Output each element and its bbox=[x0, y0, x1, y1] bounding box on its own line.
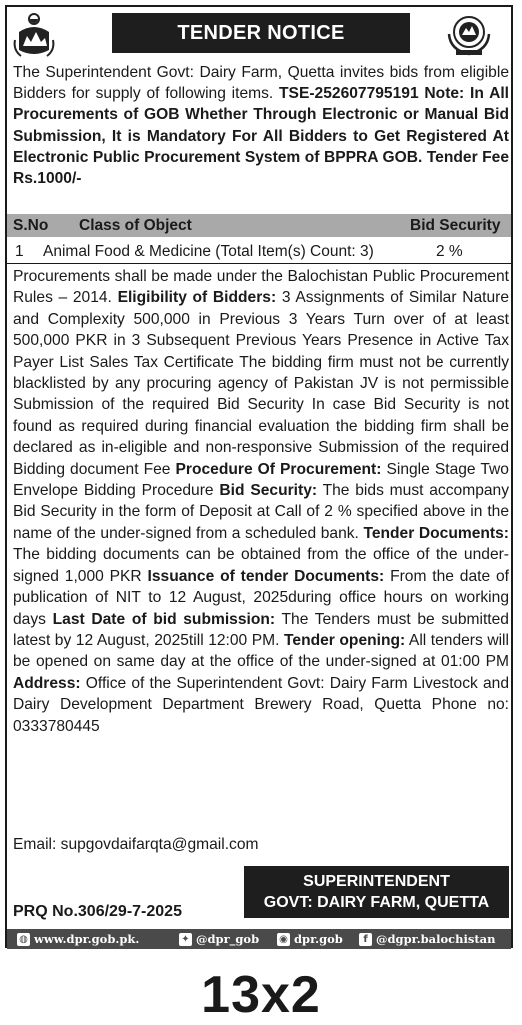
issuance-heading: Issuance of tender Documents: bbox=[147, 567, 385, 585]
eligibility-heading: Eligibility of Bidders: bbox=[117, 289, 277, 307]
signature-office: GOVT: DAIRY FARM, QUETTA bbox=[263, 894, 490, 911]
procedure-text: Single Stage Two Envelope Bidding Procedure bbox=[13, 460, 509, 500]
cell-bid-security: 2 % bbox=[436, 243, 463, 260]
notice-body bbox=[13, 266, 509, 737]
procurement-rules-text: Procurements shall be made under the Balochistan Public Procurement Rules – 2014. bbox=[13, 268, 509, 307]
facebook-icon: f bbox=[359, 933, 372, 946]
col-header-bid-security: Bid Security bbox=[410, 217, 501, 234]
footer-facebook-text: @dgpr.balochistan bbox=[376, 932, 496, 946]
footer-twitter-text: @dpr_gob bbox=[196, 932, 260, 946]
footer-web-text: www.dpr.gob.pk. bbox=[34, 932, 140, 946]
twitter-icon: ✦ bbox=[179, 933, 192, 946]
address-text: Office of the Superintendent Govt: Dairy Farm Livestock and Dairy Development Department Brewery Road, Quetta Phone no: 0333780445 bbox=[13, 674, 509, 735]
bppra-seal-logo bbox=[444, 10, 494, 60]
intro-text: The Superintendent Govt: Dairy Farm, Quetta invites bids from eligible Bidders for supply of following items. bbox=[13, 64, 509, 103]
globe-icon: ◍ bbox=[17, 933, 30, 946]
tender-documents-text: The bidding documents can be obtained from the office of the under-signed 1,000 PKR bbox=[13, 546, 509, 585]
table-row bbox=[7, 240, 511, 264]
tender-opening-heading: Tender opening: bbox=[284, 631, 406, 649]
cell-sno: 1 bbox=[15, 243, 24, 260]
registration-note: Note: In All Procurements of GOB Whether Through Electronic or Manual Bid Submission, It is Mandatory For All Bidders to Get Registered At Electronic Public Procurement System of BPPRA GOB. Tender Fee Rs.1000/- bbox=[13, 85, 509, 188]
prq-number: PRQ No.306/29-7-2025 bbox=[13, 903, 182, 920]
footer-twitter[interactable] bbox=[179, 929, 259, 949]
col-header-class: Class of Object bbox=[79, 217, 192, 234]
footer-instagram[interactable] bbox=[277, 929, 343, 949]
footer-web[interactable] bbox=[17, 929, 139, 949]
instagram-icon: ◉ bbox=[277, 933, 290, 946]
signature-block bbox=[244, 866, 509, 918]
footer-bar bbox=[7, 929, 511, 949]
bid-security-heading: Bid Security: bbox=[219, 482, 318, 500]
address-heading: Address: bbox=[13, 674, 81, 692]
cell-class: Animal Food & Medicine (Total Item(s) Count: 3) bbox=[43, 243, 374, 260]
issuance-text: From the date of publication of NIT to 12 August, 2025during office hours on working days bbox=[13, 567, 509, 628]
ad-size-label: 13x2 bbox=[201, 966, 321, 1024]
govt-emblem-logo bbox=[9, 10, 59, 60]
footer-instagram-text: dpr.gob bbox=[294, 932, 343, 946]
tender-opening-text: All tenders will be opened on same day at the office of the under-signed at 01:00 PM bbox=[13, 631, 509, 671]
last-date-heading: Last Date of bid submission: bbox=[52, 610, 276, 628]
procedure-heading: Procedure Of Procurement: bbox=[175, 460, 382, 478]
intro-paragraph bbox=[13, 62, 509, 189]
col-header-sno: S.No bbox=[13, 217, 49, 234]
notice-title: TENDER NOTICE bbox=[112, 13, 410, 53]
email-line: Email: supgovdaifarqta@gmail.com bbox=[13, 836, 259, 853]
tender-documents-heading: Tender Documents: bbox=[363, 524, 509, 542]
footer-facebook[interactable] bbox=[359, 929, 496, 949]
table-header bbox=[7, 214, 511, 237]
last-date-text: The Tenders must be submitted latest by 12 August, 2025till 12:00 PM. bbox=[13, 610, 509, 649]
tse-number: TSE-252607795191 bbox=[279, 85, 419, 103]
signature-title: SUPERINTENDENT bbox=[303, 873, 450, 890]
bid-security-text: The bids must accompany Bid Security in the form of Deposit at Call of 2 % specified above in the name of the under-signed from a scheduled bank. bbox=[13, 482, 510, 542]
eligibility-text: 3 Assignments of Similar Nature and Complexity 500,000 in Previous 3 Years Turn over of at least 500,000 PKR in 3 Subsequent Previous Years Presence in Active Tax Payer List Sales Tax Certificate The bidding firm must not be currently blacklisted by any procuring agency of Pakistan JV is not permissible Submission of the required Bid Security In case Bid Security is not found as required during financial evaluation the bidding firm shall be declared as in-eligible and non-responsive Submission of the required Bidding document Fee bbox=[13, 289, 510, 478]
